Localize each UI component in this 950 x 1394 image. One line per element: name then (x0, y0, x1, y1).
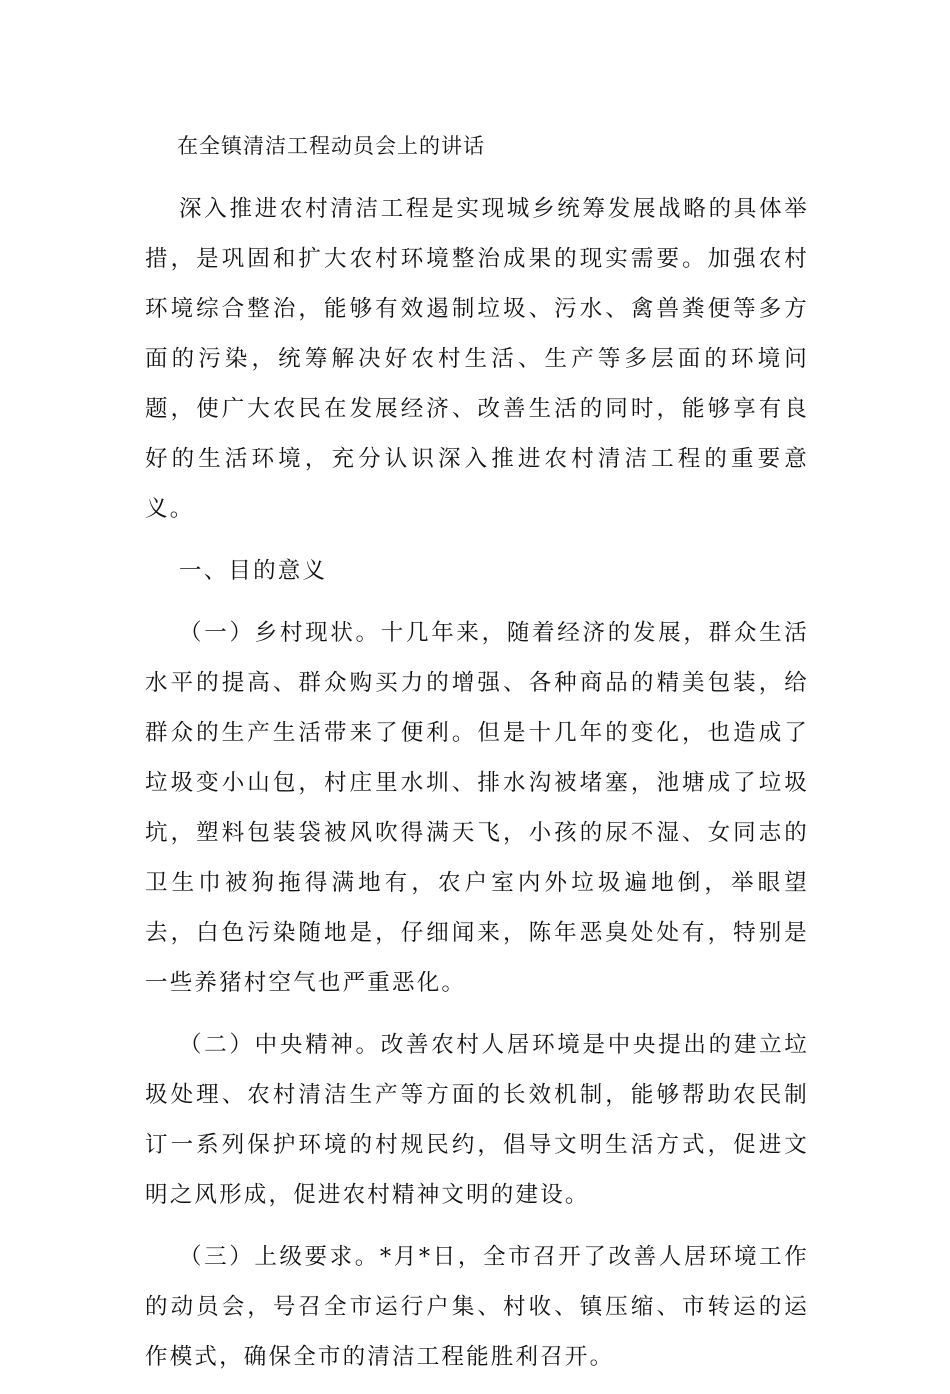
section-heading-purpose: 一、目的意义 (179, 558, 328, 584)
paragraph-superior-requirements: （三）上级要求。*月*日，全市召开了改善人居环境工作的动员会，号召全市运行户集、村收、镇压缩、市转运的运作模式，确保全市的清洁工程能胜利召开。 (145, 1244, 809, 1370)
intro-paragraph: 深入推进农村清洁工程是实现城乡统筹发展战略的具体举措，是巩固和扩大农村环境整治成果的现实需要。加强农村环境综合整治，能够有效遏制垃圾、污水、禽兽粪便等多方面的污染，统筹解决好农村生活、生产等多层面的环境问题，使广大农民在发展经济、改善生活的同时，能够享有良好的生活环境，充分认识深入推进农村清洁工程的重要意义。 (145, 196, 809, 522)
paragraph-village-status: （一）乡村现状。十几年来，随着经济的发展，群众生活水平的提高、群众购买力的增强、各种商品的精美包装，给群众的生产生活带来了便利。但是十几年的变化，也造成了垃圾变小山包，村庄里水圳、排水沟被堵塞，池塘成了垃圾坑，塑料包装袋被风吹得满天飞，小孩的尿不湿、女同志的卫生巾被狗拖得满地有，农户室内外垃圾遍地倒，举眼望去，白色污染随地是，仔细闻来，陈年恶臭处处有，特别是一些养猪村空气也严重恶化。 (145, 620, 809, 996)
document-title: 在全镇清洁工程动员会上的讲话 (177, 134, 485, 158)
document-body (145, 132, 809, 1394)
paragraph-central-spirit: （二）中央精神。改善农村人居环境是中央提出的建立垃圾处理、农村清洁生产等方面的长效机制，能够帮助农民制订一系列保护环境的村规民约，倡导文明生活方式，促进文明之风形成，促进农村精神文明的建设。 (145, 1032, 809, 1208)
